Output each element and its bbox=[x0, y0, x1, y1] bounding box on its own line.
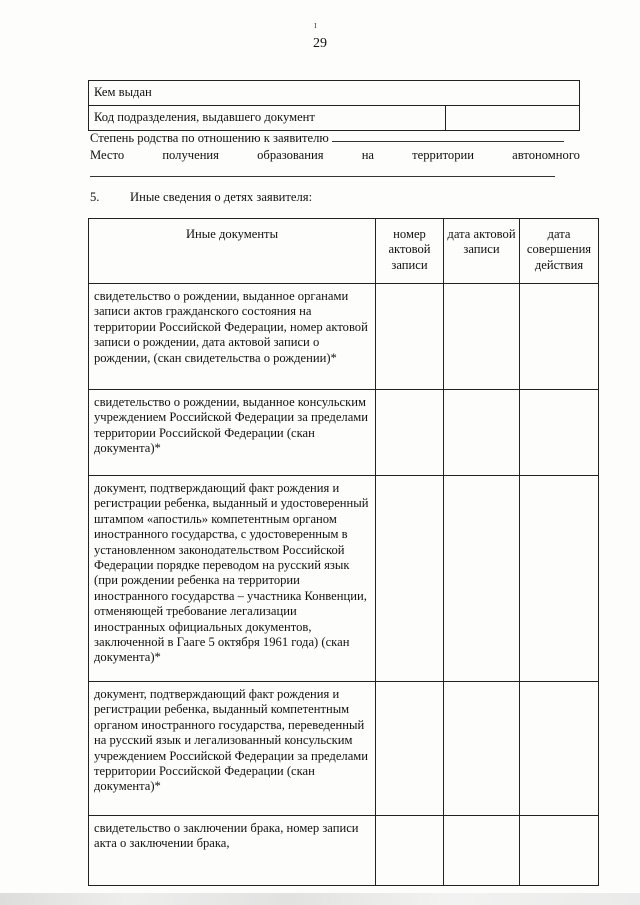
section-title: Иные сведения о детях заявителя: bbox=[130, 190, 313, 204]
record-date-cell[interactable] bbox=[444, 476, 520, 682]
header-record-number: номер актовой записи bbox=[376, 219, 444, 284]
record-date-cell[interactable] bbox=[444, 816, 520, 886]
action-date-cell[interactable] bbox=[520, 284, 599, 390]
place-word: автономного bbox=[512, 148, 580, 162]
header-record-date: дата актовой записи bbox=[444, 219, 520, 284]
scan-mark: ɪ bbox=[314, 20, 317, 31]
record-date-cell[interactable] bbox=[444, 682, 520, 816]
action-date-cell[interactable] bbox=[520, 816, 599, 886]
issuer-table bbox=[88, 80, 580, 131]
table-row bbox=[89, 284, 599, 390]
table-row bbox=[89, 81, 580, 106]
table-header-row bbox=[89, 219, 599, 284]
document-cell: свидетельство о рождении, выданное органами записи актов гражданского состояния на территории Российской Федерации, номер актовой записи о рождении, дата актовой записи о рождении, (скан свидетельства о рождении)* bbox=[89, 284, 376, 390]
record-number-cell[interactable] bbox=[376, 476, 444, 682]
header-action-date: дата совершения действия bbox=[520, 219, 599, 284]
table-row bbox=[89, 390, 599, 476]
division-code-field[interactable] bbox=[446, 106, 580, 131]
document-cell: свидетельство о рождении, выданное консульским учреждением Российской Федерации за пределами территории Российской Федерации (скан документа)* bbox=[89, 390, 376, 476]
document-cell: документ, подтверждающий факт рождения и регистрации ребенка, выданный компетентным органом иностранного государства, переведенный на русский язык и легализованный консульским учреждением Российской Федерации за пределами территории Российской Федерации (скан документа)* bbox=[89, 682, 376, 816]
place-word: на bbox=[361, 148, 375, 162]
record-number-cell[interactable] bbox=[376, 682, 444, 816]
section-heading bbox=[90, 190, 312, 205]
relation-field[interactable] bbox=[332, 129, 564, 142]
place-word: территории bbox=[412, 148, 475, 162]
header-documents: Иные документы bbox=[89, 219, 376, 284]
issued-by-label: Кем выдан bbox=[89, 81, 580, 106]
relation-line bbox=[90, 129, 564, 146]
division-code-label: Код подразделения, выдавшего документ bbox=[89, 106, 446, 131]
table-row bbox=[89, 682, 599, 816]
record-number-cell[interactable] bbox=[376, 390, 444, 476]
children-documents-table bbox=[88, 218, 599, 886]
record-number-cell[interactable] bbox=[376, 816, 444, 886]
section-number: 5. bbox=[90, 190, 100, 204]
place-word: получения bbox=[162, 148, 219, 162]
record-number-cell[interactable] bbox=[376, 284, 444, 390]
place-field[interactable] bbox=[90, 176, 555, 177]
action-date-cell[interactable] bbox=[520, 390, 599, 476]
table-row bbox=[89, 106, 580, 131]
action-date-cell[interactable] bbox=[520, 682, 599, 816]
place-word: образования bbox=[257, 148, 324, 162]
page-number: 29 bbox=[313, 36, 327, 51]
record-date-cell[interactable] bbox=[444, 390, 520, 476]
place-word: Место bbox=[90, 148, 125, 162]
scan-edge-noise bbox=[0, 893, 640, 905]
document-cell: свидетельство о заключении брака, номер записи акта о заключении брака, bbox=[89, 816, 376, 886]
document-cell: документ, подтверждающий факт рождения и регистрации ребенка, выданный и удостоверенный штампом «апостиль» компетентным органом иностранного государства, с удостоверенным в установленном законодательством Российской Федерации порядке переводом на русский язык (при рождении ребенка на территории иностранного государства – участника Конвенции, отменяющей требование легализации иностранных официальных документов, заключенной в Гааге 5 октября 1961 года) (скан документа)* bbox=[89, 476, 376, 682]
record-date-cell[interactable] bbox=[444, 284, 520, 390]
relation-label: Степень родства по отношению к заявителю bbox=[90, 131, 329, 145]
place-line bbox=[90, 148, 580, 163]
table-row bbox=[89, 476, 599, 682]
table-row bbox=[89, 816, 599, 886]
action-date-cell[interactable] bbox=[520, 476, 599, 682]
